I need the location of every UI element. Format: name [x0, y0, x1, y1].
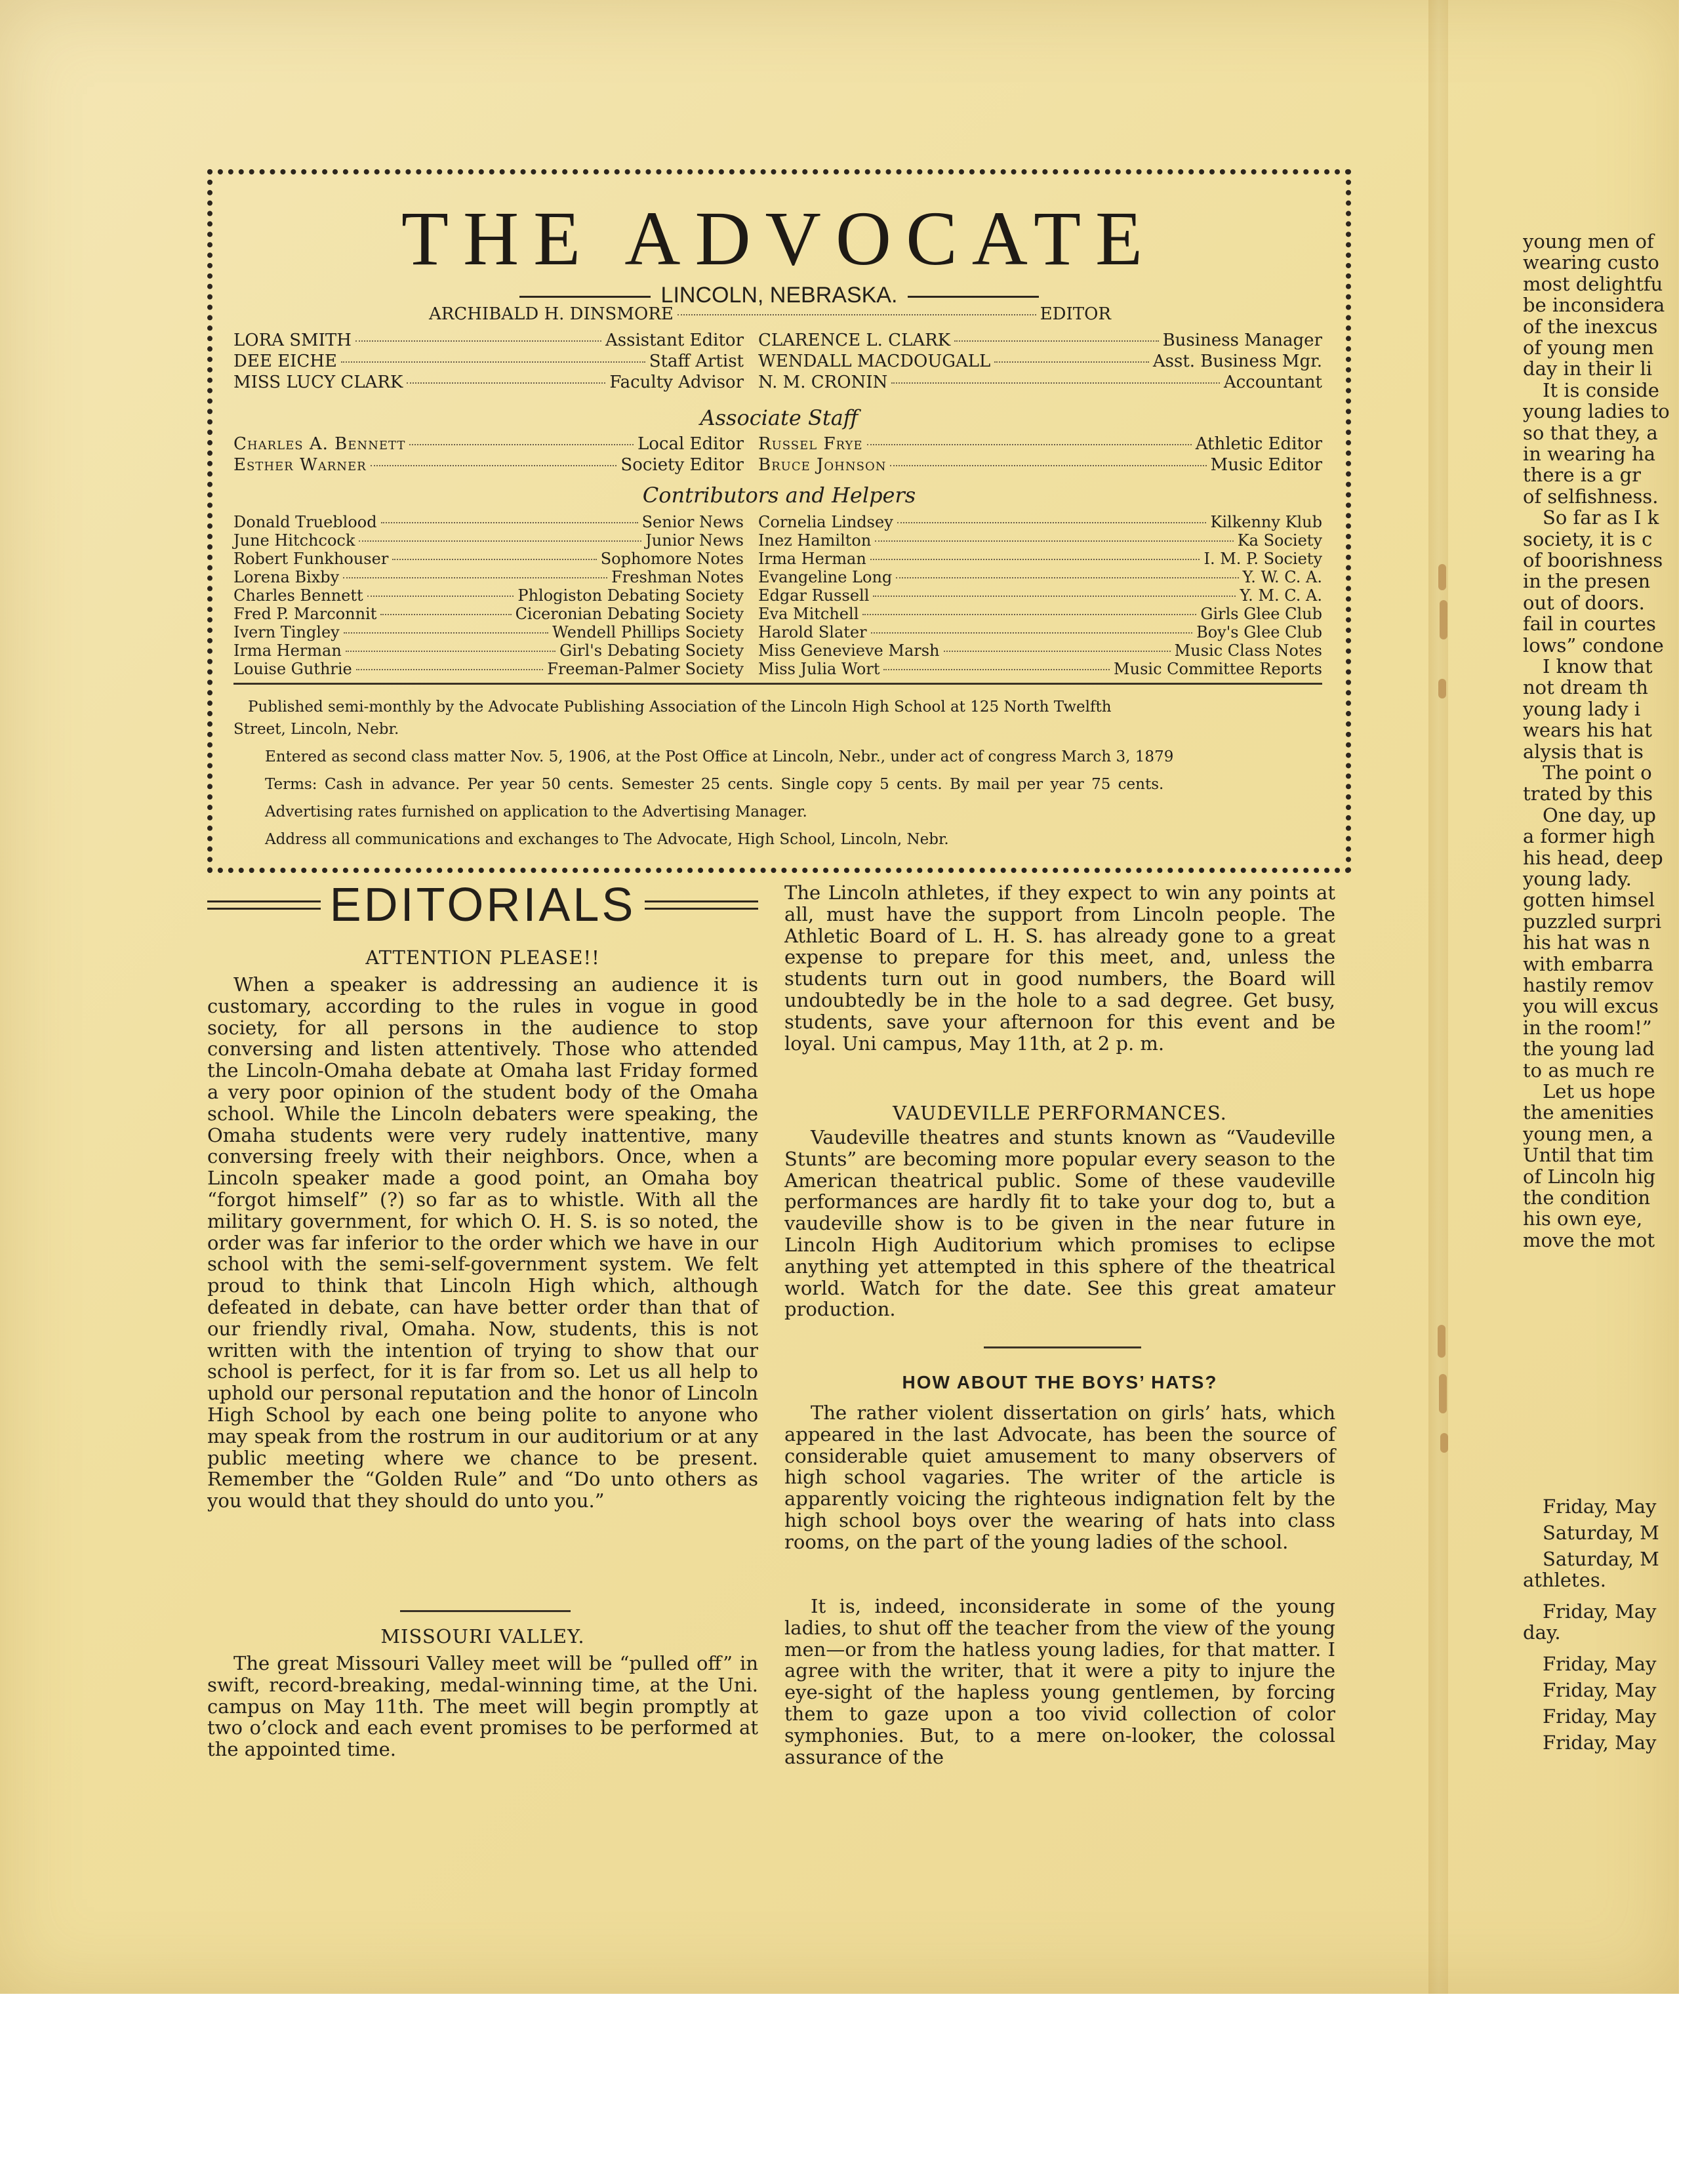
staff-name: MISS LUCY CLARK [233, 373, 403, 392]
staff-row [233, 586, 744, 605]
staff-role: Athletic Editor [1195, 434, 1322, 454]
staff-row [233, 605, 744, 623]
strip-line: young lady i [1523, 698, 1640, 720]
publication-line-4: Terms: Cash in advance. Per year 50 cents. Semester 25 cents. Single copy 5 cents. By mail per year 75 cents. [265, 776, 1164, 793]
staff-role: Assistant Editor [605, 331, 744, 350]
strip-line: the young lad [1523, 1038, 1655, 1060]
strip-line: move the mot [1523, 1229, 1655, 1251]
stain [1438, 564, 1446, 590]
staff-name: LORA SMITH [233, 331, 352, 350]
staff-name: Eva Mitchell [758, 605, 859, 623]
strip-line: gotten himsel [1523, 889, 1655, 911]
staff-row [233, 641, 744, 660]
strip-line: day in their li [1523, 358, 1653, 380]
staff-role: Y. W. C. A. [1242, 568, 1322, 586]
strip-line: young lady. [1523, 868, 1632, 890]
staff-name: Evangeline Long [758, 568, 893, 586]
strip-line: hastily remov [1523, 975, 1654, 996]
staff-role: Staff Artist [649, 352, 744, 371]
staff-role: Kilkenny Klub [1210, 513, 1322, 531]
staff-role: Accountant [1223, 373, 1322, 392]
staff-row [758, 513, 1322, 531]
staff-row [758, 352, 1322, 371]
staff-role: Business Manager [1162, 331, 1322, 350]
staff-name: Charles Bennett [233, 586, 363, 605]
stain [1438, 1325, 1445, 1358]
staff-name: Charles A. Bennett [233, 434, 406, 454]
publication-line-3: Entered as second class matter Nov. 5, 1906, at the Post Office at Lincoln, Nebr., under act of congress March 3, 1879 [265, 748, 1174, 765]
stain [1438, 679, 1446, 698]
staff-role: Girls Glee Club [1200, 605, 1322, 623]
staff-name: Russel Frye [758, 434, 863, 454]
strip-line: out of doors. [1523, 592, 1645, 614]
column-divider [984, 1346, 1141, 1348]
strip-date: Friday, May [1543, 1495, 1657, 1518]
strip-line: It is conside [1543, 379, 1659, 401]
staff-role: Boy's Glee Club [1196, 623, 1322, 641]
staff-role: Local Editor [637, 434, 744, 454]
newspaper-title: THE ADVOCATE [401, 195, 1158, 281]
location: LINCOLN, NEBRASKA. [660, 283, 898, 308]
strip-line: with embarra [1523, 953, 1654, 975]
editor-name: ARCHIBALD H. DINSMORE [429, 304, 674, 324]
staff-row [758, 605, 1322, 623]
staff-role: Freeman-Palmer Society [547, 660, 744, 678]
hats-text-1: The rather violent dissertation on girls’ hats, which appeared in the last Advocate, has been the source of considerable quiet amusement to many observers of high school vagaries. The writer of the article is apparently voicing the righteous indignation felt by the high school boys over the wearing of hats into class rooms, on the part of the young ladies of the school. [784, 1402, 1335, 1553]
strip-line: Let us hope [1543, 1081, 1655, 1102]
strip-line: his own eye, [1523, 1208, 1643, 1230]
strip-date: Friday, May [1543, 1600, 1657, 1623]
staff-row [233, 513, 744, 531]
publication-line-1: Published semi-monthly by the Advocate Publishing Association of the Lincoln High School at 125 North Twelfth [248, 698, 1112, 716]
strip-line: of Lincoln hig [1523, 1165, 1656, 1188]
strip-line: you will excus [1523, 996, 1659, 1017]
staff-role: I. M. P. Society [1203, 550, 1322, 568]
publication-line-5: Advertising rates furnished on application to the Advertising Manager. [265, 803, 807, 820]
associate-staff-heading: Associate Staff [700, 405, 859, 430]
staff-row [233, 550, 744, 568]
strip-line: there is a gr [1523, 464, 1642, 486]
staff-role: Freshman Notes [611, 568, 744, 586]
strip-line: of young men [1523, 337, 1654, 359]
strip-line: of boorishness [1523, 550, 1663, 571]
strip-line: in the room!” [1523, 1017, 1652, 1039]
staff-row [233, 373, 744, 392]
staff-row [758, 660, 1322, 678]
staff-row [758, 641, 1322, 660]
staff-row [233, 660, 744, 678]
strip-line: wearing custo [1523, 252, 1659, 273]
staff-row [233, 623, 744, 641]
staff-name: WENDALL MACDOUGALL [758, 352, 991, 371]
strip-line: the amenities [1523, 1102, 1654, 1123]
hats-title: HOW ABOUT THE BOYS’ HATS? [902, 1372, 1218, 1392]
staff-role: Senior News [641, 513, 744, 531]
strip-line: The point o [1543, 762, 1652, 784]
strip-line: alysis that is [1523, 740, 1644, 763]
staff-name: CLARENCE L. CLARK [758, 331, 951, 350]
strip-line: I know that [1543, 656, 1653, 677]
staff-name: Irma Herman [233, 641, 342, 660]
contributors-heading: Contributors and Helpers [642, 483, 916, 508]
vaudeville-text: Vaudeville theatres and stunts known as “Vaudeville Stunts” are becoming more popular every season to the American theatrical public. Some of these vaudeville performances are hardly fit to take your dog to, but a vaudeville show is to be given in the near future in Lincoln High Auditorium which promises to eclipse anything yet attempted in this sphere of the theatrical world. Watch for the date. See this great amateur production. [784, 1126, 1335, 1321]
strip-line: the condition [1523, 1187, 1650, 1209]
staff-name: DEE EICHE [233, 352, 337, 371]
staff-role: Ciceronian Debating Society [515, 605, 744, 623]
staff-name: Edgar Russell [758, 586, 870, 605]
staff-role: Ka Society [1237, 531, 1322, 550]
scan-margin [0, 1994, 1679, 2184]
masthead [207, 169, 1351, 873]
strip-date: Friday, May [1543, 1705, 1657, 1728]
staff-row [758, 373, 1322, 392]
staff-row [758, 586, 1322, 605]
strip-line: of the inexcus [1523, 315, 1658, 338]
staff-name: Miss Genevieve Marsh [758, 641, 940, 660]
staff-name: Ivern Tingley [233, 623, 340, 641]
strip-line: So far as I k [1543, 507, 1659, 529]
publication-line-6: Address all communications and exchanges to The Advocate, High School, Lincoln, Nebr. [265, 831, 949, 848]
staff-row [758, 331, 1322, 350]
staff-name: Fred P. Marconnit [233, 605, 377, 623]
missouri-text: The great Missouri Valley meet will be “pulled off” in swift, record-breaking, medal-winning time, at the Uni. campus on May 11th. The meet will begin promptly at two o’clock and each event promises to be performed at the appointed time. [207, 1652, 758, 1761]
staff-role: Music Class Notes [1174, 641, 1322, 660]
staff-row [233, 531, 744, 550]
staff-role: Asst. Business Mgr. [1152, 352, 1322, 371]
staff-row [233, 568, 744, 586]
attention-text: When a speaker is addressing an audience it is customary, according to the rules in vogue in good society, for all persons in the audience to stop conversing and listen attentively. Those who attended the Lincoln-Omaha debate at Omaha last Friday formed a very poor opinion of the student body of the Omaha school. While the Lincoln debaters were speaking, the Omaha students were very rudely inattentive, many conversing freely with their neighbors. Once, when a Lincoln speaker made a good point, an Omaha boy “forgot himself” (?) so far as to whistle. With all the military government, for which O. H. S. is so noted, the order was far inferior to the order which we have in our school with the semi-self-government system. We felt proud to think that Lincoln High which, although defeated in debate, can have better order than that of our friendly rival, Omaha. Now, students, this is not written with the intention of trying to show that our school is perfect, for it is far from so. Let us all help to uphold our personal reputation and the honor of Lincoln High School by each one being polite to anyone who may speak from the rostrum in our auditorium or at any public meeting where we chance to be present. Remember the “Golden Rule” and “Do unto others as you would that they should do unto you.” [207, 973, 758, 1512]
strip-line: his head, deep [1523, 847, 1663, 869]
missouri-title: MISSOURI VALLEY. [380, 1625, 585, 1648]
masthead-rule [233, 683, 1322, 685]
strip-date: Saturday, M [1543, 1548, 1659, 1570]
strip-line: to as much re [1523, 1059, 1655, 1082]
staff-name: Miss Julia Wort [758, 660, 880, 678]
staff-name: N. M. CRONIN [758, 373, 888, 392]
strip-line: in the presen [1523, 571, 1651, 592]
strip-line: young ladies to [1523, 401, 1670, 422]
strip-line: One day, up [1543, 804, 1656, 826]
strip-line: be inconsidera [1523, 294, 1665, 316]
column-divider [400, 1610, 571, 1612]
staff-row [758, 434, 1322, 454]
strip-line: lows” condone [1523, 634, 1664, 657]
staff-role: Society Editor [620, 455, 744, 475]
stain [1440, 600, 1447, 639]
staff-name: Donald Trueblood [233, 513, 377, 531]
staff-role: Faculty Advisor [609, 373, 744, 392]
strip-line: young men, a [1523, 1123, 1653, 1145]
staff-name: Robert Funkhouser [233, 550, 389, 568]
strip-line: society, it is c [1523, 528, 1653, 550]
strip-line: Until that tim [1523, 1144, 1654, 1166]
page-fold [1428, 0, 1448, 1994]
staff-name: Lorena Bixby [233, 568, 340, 586]
strip-line: in wearing ha [1523, 443, 1656, 465]
strip-line: his hat was n [1523, 932, 1650, 954]
strip-line: so that they, a [1523, 422, 1658, 444]
staff-row [233, 352, 744, 371]
staff-row [758, 568, 1322, 586]
strip-line: trated by this [1523, 783, 1653, 805]
strip-date: Saturday, M [1543, 1522, 1659, 1544]
strip-line: not dream th [1523, 677, 1648, 698]
staff-name: Bruce Johnson [758, 455, 887, 475]
strip-date: athletes. [1523, 1569, 1606, 1591]
strip-line: a former high [1523, 826, 1655, 847]
strip-line: most delightfu [1523, 273, 1663, 295]
stain [1440, 1433, 1448, 1453]
strip-date: day. [1523, 1621, 1561, 1644]
vaudeville-title: VAUDEVILLE PERFORMANCES. [893, 1102, 1227, 1124]
hats-text-2: It is, indeed, inconsiderate in some of the young ladies, to shut off the teacher from the view of the young men—or from the hatless young ladies, for that matter. I agree with the writer, that it were a pity to injure the eye-sight of the hapless young gentlemen, by forcing them to gaze upon a too vivid collection of color symphonies. But, to a mere on-looker, the colossal assurance of the [784, 1595, 1335, 1768]
editorials-title: EDITORIALS [329, 879, 636, 931]
publication-line-2: Street, Lincoln, Nebr. [233, 721, 399, 738]
missouri-continued: The Lincoln athletes, if they expect to win any points at all, must have the support from Lincoln people. The Athletic Board of L. H. S. has already gone to a great expense to prepare for this meet, and, unless the students turn out in good numbers, the Board will undoubtedly be in the hole to a sad degree. Get busy, students, save your afternoon for this event and be loyal. Uni campus, May 11th, at 2 p. m. [784, 881, 1335, 1055]
staff-role: Sophomore Notes [600, 550, 744, 568]
staff-row [758, 531, 1322, 550]
staff-row [233, 455, 744, 475]
strip-date: Friday, May [1543, 1731, 1657, 1754]
strip-line: of selfishness. [1523, 485, 1659, 508]
strip-line: wears his hat [1523, 719, 1652, 741]
strip-line: puzzled surpri [1523, 910, 1662, 933]
strip-date: Friday, May [1543, 1679, 1657, 1701]
staff-name: Esther Warner [233, 455, 367, 475]
staff-role: Phlogiston Debating Society [517, 586, 744, 605]
staff-name: Irma Herman [758, 550, 866, 568]
staff-row [233, 331, 744, 350]
strip-line: fail in courtes [1523, 613, 1656, 635]
staff-row [233, 434, 744, 454]
staff-row [758, 623, 1322, 641]
staff-name: Harold Slater [758, 623, 867, 641]
staff-row [758, 455, 1322, 475]
staff-role: Music Editor [1210, 455, 1322, 475]
staff-name: June Hitchcock [233, 531, 355, 550]
staff-row [758, 550, 1322, 568]
staff-role: Y. M. C. A. [1240, 586, 1322, 605]
attention-title: ATTENTION PLEASE!! [365, 946, 600, 969]
staff-name: Inez Hamilton [758, 531, 872, 550]
editorials-heading [207, 879, 758, 931]
staff-role: Music Committee Reports [1114, 660, 1322, 678]
staff-role: Wendell Phillips Society [552, 623, 744, 641]
editor-row [429, 304, 1111, 324]
strip-line: young men of [1523, 231, 1654, 253]
stain [1439, 1374, 1447, 1413]
staff-name: Louise Guthrie [233, 660, 352, 678]
editor-role: EDITOR [1040, 304, 1111, 324]
staff-role: Junior News [645, 531, 744, 550]
staff-name: Cornelia Lindsey [758, 513, 893, 531]
staff-role: Girl's Debating Society [559, 641, 744, 660]
strip-date: Friday, May [1543, 1653, 1657, 1675]
